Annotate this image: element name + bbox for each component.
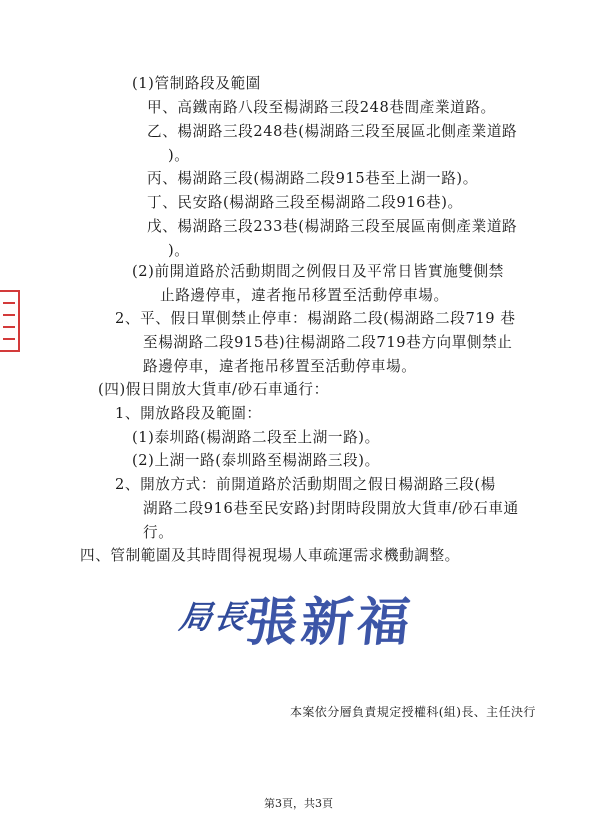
- open-section-2-cont-2: 行。: [143, 524, 174, 541]
- director-signature: [177, 580, 450, 653]
- section-2-text: 2、平、假日單側禁止停車：楊湖路二段(楊湖路二段719 巷: [115, 310, 516, 327]
- page-number: 第3頁，共3頁: [264, 797, 333, 810]
- clause-item-bing: 丙、楊湖路三段(楊湖路二段915巷至上湖一路)。: [147, 170, 478, 187]
- clause-1-heading: (1)管制路段及範圍: [132, 75, 261, 92]
- red-seal-stamp-icon: [0, 290, 20, 352]
- clause-item-jia: 甲、高鐵南路八段至楊湖路三段248巷間產業道路。: [147, 99, 496, 116]
- section-2-cont-2: 路邊停車，違者拖吊移置至活動停車場。: [143, 358, 417, 375]
- clause-2-text: (2)前開道路於活動期間之例假日及平常日皆實施雙側禁: [132, 263, 504, 280]
- open-item-1: (1)泰圳路(楊湖路二段至上湖一路)。: [132, 429, 380, 446]
- clause-item-yi-cont: )。: [168, 147, 190, 164]
- article-four: 四、管制範圍及其時間得視現場人車疏運需求機動調整。: [80, 547, 460, 564]
- clause-item-yi: 乙、楊湖路三段248巷(楊湖路三段至展區北側產業道路: [147, 123, 518, 140]
- clause-item-ding: 丁、民安路(楊湖路三段至楊湖路二段916巷)。: [147, 194, 463, 211]
- open-item-2: (2)上湖一路(泰圳路至楊湖路三段)。: [132, 452, 380, 469]
- section-four-heading: (四)假日開放大貨車/砂石車通行：: [98, 381, 329, 398]
- open-section-2: 2、開放方式：前開道路於活動期間之假日楊湖路三段(楊: [115, 476, 496, 493]
- signature-name: 張新福: [242, 592, 417, 653]
- section-2-cont-1: 至楊湖路二段915巷)往楊湖路二段719巷方向單側禁止: [143, 334, 513, 351]
- clause-2-cont: 止路邊停車，違者拖吊移置至活動停車場。: [160, 287, 449, 304]
- open-section-2-cont-1: 湖路二段916巷至民安路)封閉時段開放大貨車/砂石車通: [143, 500, 519, 517]
- signature-title: 局長: [177, 598, 251, 636]
- delegation-note: 本案依分層負責規定授權科(組)長、主任決行: [290, 705, 536, 719]
- clause-item-wu: 戊、楊湖路三段233巷(楊湖路三段至展區南側產業道路: [147, 218, 518, 235]
- clause-item-wu-cont: )。: [168, 242, 190, 259]
- open-section-1: 1、開放路段及範圍：: [115, 405, 262, 422]
